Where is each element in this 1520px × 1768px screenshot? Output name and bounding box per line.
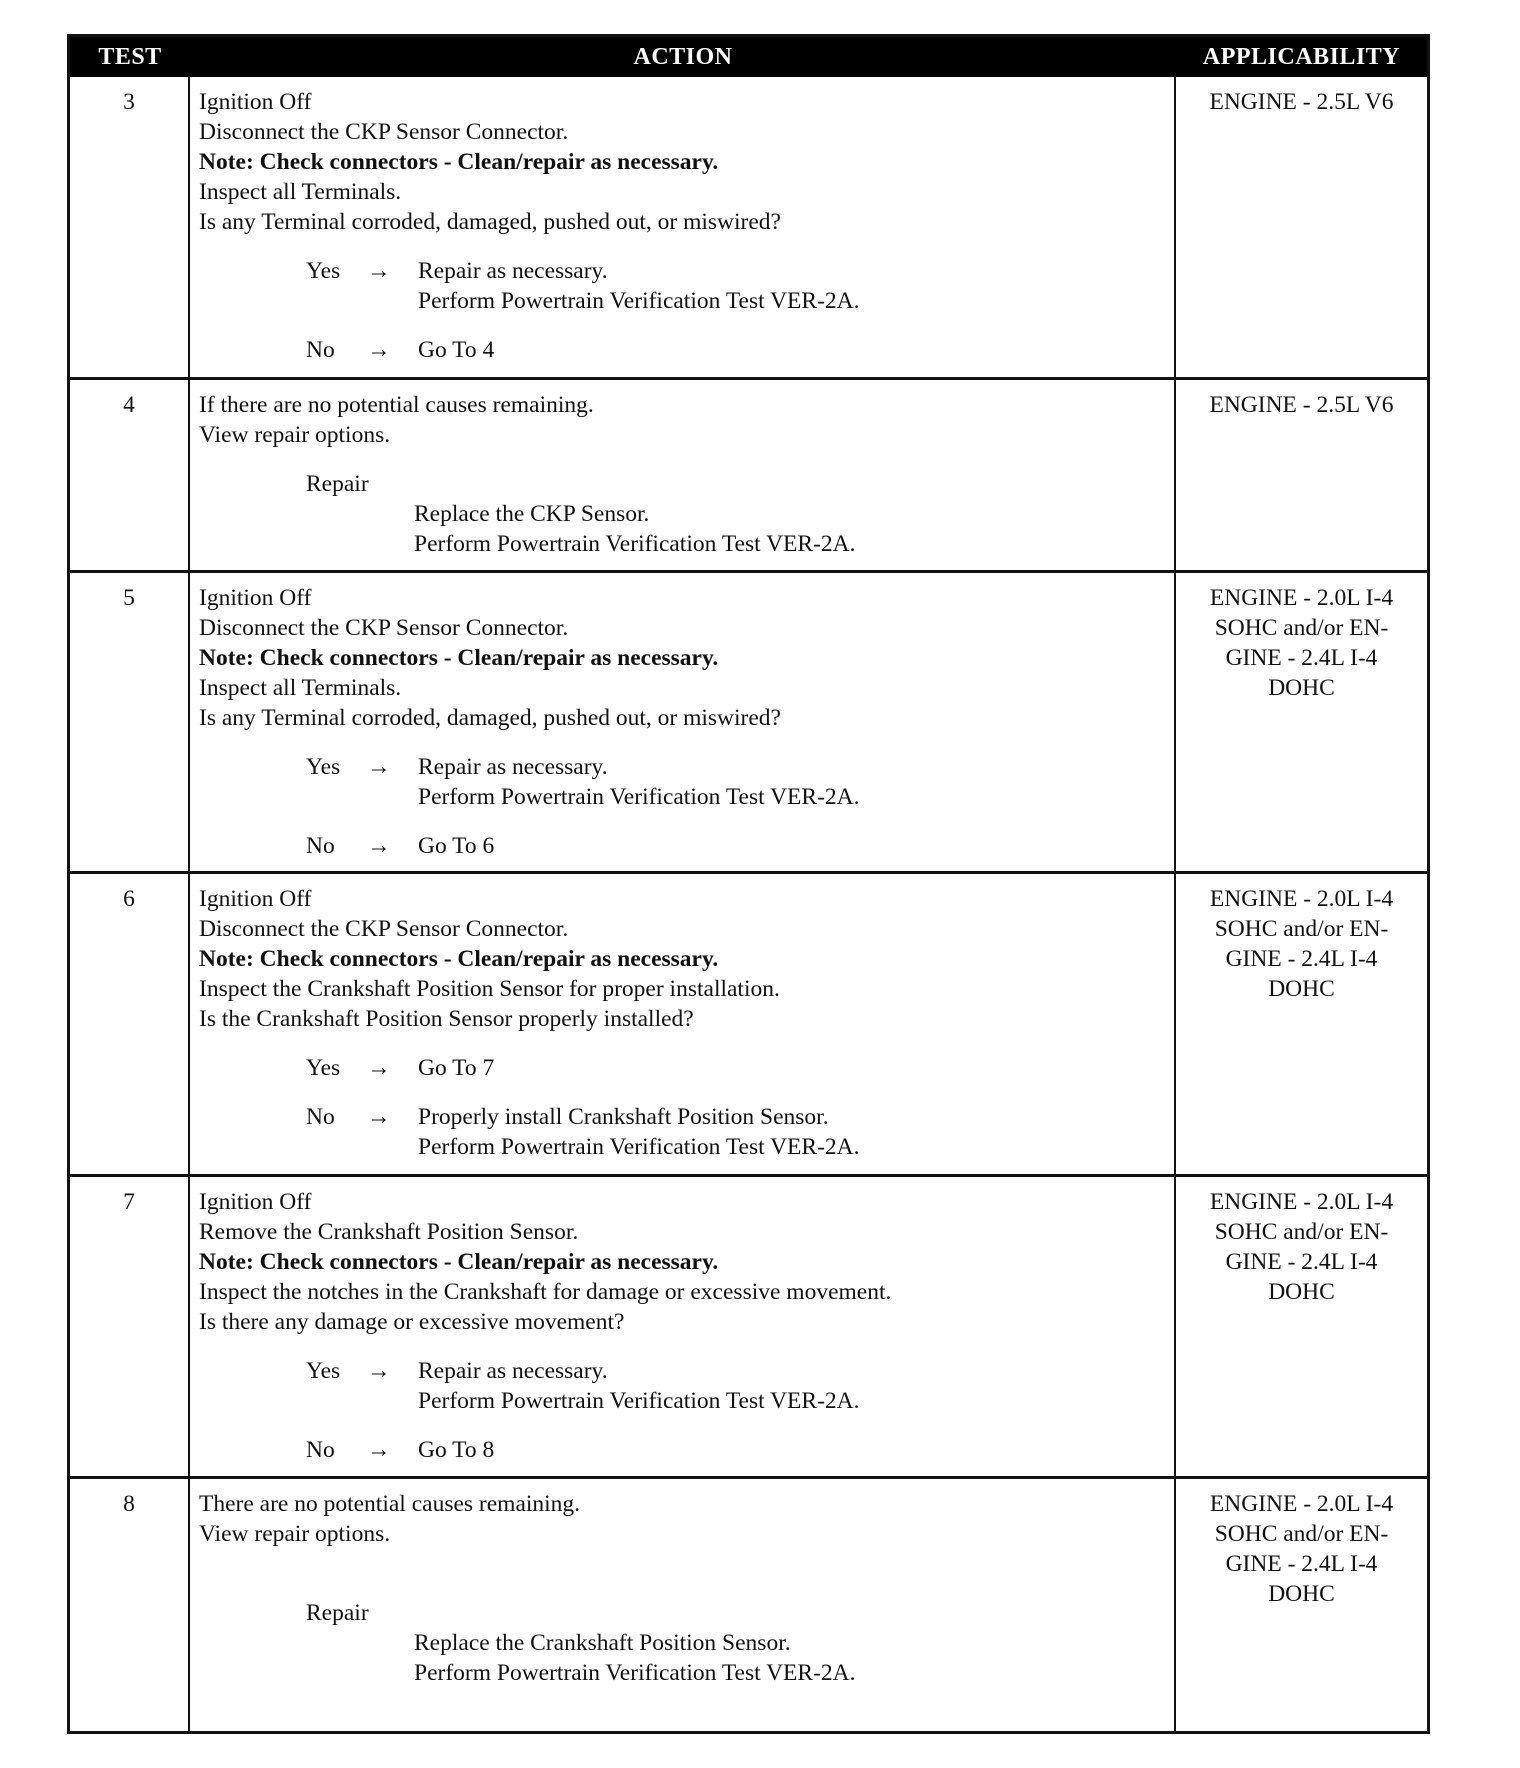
test-number: 4: [70, 380, 190, 570]
yes-label: Yes: [306, 1358, 341, 1384]
header-action: ACTION: [633, 43, 733, 70]
repair-step: Replace the CKP Sensor.: [414, 501, 650, 527]
no-action: Go To 4: [418, 337, 495, 363]
no-label: No: [306, 833, 335, 859]
yes-action: Perform Powertrain Verification Test VER-2A.: [418, 1388, 860, 1414]
applicability-line: SOHC and/or EN-: [1214, 1219, 1389, 1245]
yes-branch: [199, 752, 1174, 812]
action-line: If there are no potential causes remaining.: [199, 392, 594, 418]
applicability-cell: [1176, 573, 1427, 871]
no-label: No: [306, 1104, 335, 1130]
applicability-line: ENGINE - 2.0L I-4: [1209, 886, 1394, 912]
note-line: Note: Check connectors - Clean/repair as necessary.: [199, 645, 719, 671]
repair-label: Repair: [306, 471, 369, 497]
applicability-line: ENGINE - 2.0L I-4: [1209, 1189, 1394, 1215]
arrow-icon: →: [367, 337, 391, 363]
action-line: Ignition Off: [199, 585, 312, 611]
applicability-line: SOHC and/or EN-: [1214, 916, 1389, 942]
header-test: TEST: [98, 43, 162, 70]
question-line: Is the Crankshaft Position Sensor properly installed?: [199, 1006, 694, 1032]
applicability-line: DOHC: [1268, 976, 1335, 1002]
no-branch: [199, 1435, 1174, 1465]
question-line: Is any Terminal corroded, damaged, pushed out, or miswired?: [199, 209, 781, 235]
yes-branch: [199, 1356, 1174, 1416]
test-row-5: [70, 570, 1427, 871]
no-action: Go To 6: [418, 833, 495, 859]
yes-label: Yes: [306, 1055, 341, 1081]
test-row-4: [70, 377, 1427, 570]
applicability-cell: [1176, 77, 1427, 377]
action-line: Ignition Off: [199, 1189, 312, 1215]
yes-action: Perform Powertrain Verification Test VER-2A.: [418, 288, 860, 314]
repair-step: Perform Powertrain Verification Test VER-2A.: [414, 531, 856, 557]
arrow-icon: →: [367, 754, 391, 780]
diagnostic-test-table: [67, 34, 1430, 1734]
action-line: There are no potential causes remaining.: [199, 1491, 581, 1517]
test-number: 5: [70, 573, 190, 871]
applicability-line: DOHC: [1268, 1279, 1335, 1305]
test-number: 7: [70, 1177, 190, 1476]
no-branch: [199, 1102, 1174, 1162]
repair-block: [199, 469, 1174, 559]
question-line: Is there any damage or excessive movement?: [199, 1309, 625, 1335]
yes-action: Repair as necessary.: [418, 1358, 608, 1384]
test-row-3: [70, 77, 1427, 377]
test-row-7: [70, 1174, 1427, 1476]
applicability-line: ENGINE - 2.5L V6: [1209, 392, 1394, 418]
arrow-icon: →: [367, 1055, 391, 1081]
action-line: View repair options.: [199, 422, 391, 448]
applicability-line: SOHC and/or EN-: [1214, 615, 1389, 641]
action-line: Inspect all Terminals.: [199, 179, 402, 205]
applicability-line: ENGINE - 2.0L I-4: [1209, 585, 1394, 611]
action-line: Disconnect the CKP Sensor Connector.: [199, 916, 569, 942]
yes-action: Repair as necessary.: [418, 754, 608, 780]
applicability-line: DOHC: [1268, 1581, 1335, 1607]
test-number: 3: [70, 77, 190, 377]
yes-branch: [199, 1053, 1174, 1083]
action-cell: [190, 1479, 1176, 1731]
note-line: Note: Check connectors - Clean/repair as necessary.: [199, 149, 719, 175]
applicability-cell: [1176, 1479, 1427, 1731]
applicability-line: GINE - 2.4L I-4: [1225, 1249, 1378, 1275]
arrow-icon: →: [367, 833, 391, 859]
yes-action: Go To 7: [418, 1055, 495, 1081]
action-cell: [190, 1177, 1176, 1476]
action-line: Disconnect the CKP Sensor Connector.: [199, 615, 569, 641]
question-line: Is any Terminal corroded, damaged, pushed out, or miswired?: [199, 705, 781, 731]
action-line: Inspect the Crankshaft Position Sensor for proper installation.: [199, 976, 780, 1002]
action-cell: [190, 874, 1176, 1174]
no-action: Go To 8: [418, 1437, 495, 1463]
repair-label: Repair: [306, 1600, 369, 1626]
arrow-icon: →: [367, 1437, 391, 1463]
action-line: Inspect all Terminals.: [199, 675, 402, 701]
table-header: [70, 37, 1427, 77]
test-number: 6: [70, 874, 190, 1174]
applicability-cell: [1176, 1177, 1427, 1476]
note-line: Note: Check connectors - Clean/repair as necessary.: [199, 1249, 719, 1275]
action-cell: [190, 573, 1176, 871]
applicability-line: GINE - 2.4L I-4: [1225, 946, 1378, 972]
repair-step: Perform Powertrain Verification Test VER-2A.: [414, 1660, 856, 1686]
yes-action: Perform Powertrain Verification Test VER-2A.: [418, 784, 860, 810]
action-line: Ignition Off: [199, 89, 312, 115]
yes-action: Repair as necessary.: [418, 258, 608, 284]
applicability-cell: [1176, 874, 1427, 1174]
action-line: Ignition Off: [199, 886, 312, 912]
no-branch: [199, 335, 1174, 365]
note-line: Note: Check connectors - Clean/repair as necessary.: [199, 946, 719, 972]
arrow-icon: →: [367, 1358, 391, 1384]
applicability-line: ENGINE - 2.5L V6: [1209, 89, 1394, 115]
action-line: Inspect the notches in the Crankshaft for damage or excessive movement.: [199, 1279, 892, 1305]
header-applicability: APPLICABILITY: [1202, 43, 1401, 70]
applicability-line: SOHC and/or EN-: [1214, 1521, 1389, 1547]
yes-branch: [199, 256, 1174, 316]
applicability-line: GINE - 2.4L I-4: [1225, 645, 1378, 671]
no-action: Properly install Crankshaft Position Sensor.: [418, 1104, 829, 1130]
repair-step: Replace the Crankshaft Position Sensor.: [414, 1630, 791, 1656]
no-action: Perform Powertrain Verification Test VER-2A.: [418, 1134, 860, 1160]
action-cell: [190, 77, 1176, 377]
no-label: No: [306, 337, 335, 363]
action-cell: [190, 380, 1176, 570]
action-line: Disconnect the CKP Sensor Connector.: [199, 119, 569, 145]
test-row-8: [70, 1476, 1427, 1731]
applicability-cell: [1176, 380, 1427, 570]
test-row-6: [70, 871, 1427, 1174]
no-branch: [199, 831, 1174, 861]
test-number: 8: [70, 1479, 190, 1731]
applicability-line: ENGINE - 2.0L I-4: [1209, 1491, 1394, 1517]
action-line: Remove the Crankshaft Position Sensor.: [199, 1219, 579, 1245]
no-label: No: [306, 1437, 335, 1463]
arrow-icon: →: [367, 258, 391, 284]
yes-label: Yes: [306, 754, 341, 780]
arrow-icon: →: [367, 1104, 391, 1130]
applicability-line: GINE - 2.4L I-4: [1225, 1551, 1378, 1577]
applicability-line: DOHC: [1268, 675, 1335, 701]
repair-block: [199, 1598, 1174, 1688]
action-line: View repair options.: [199, 1521, 391, 1547]
yes-label: Yes: [306, 258, 341, 284]
